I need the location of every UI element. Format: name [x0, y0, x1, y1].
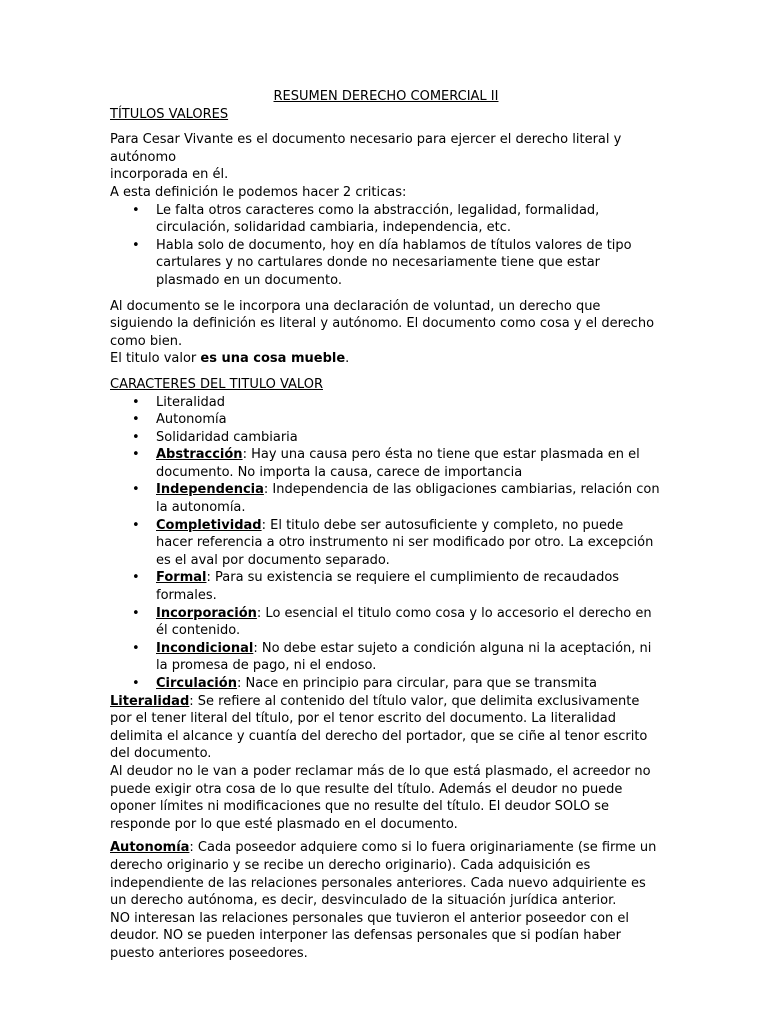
cosa-mueble-pre: El titulo valor — [110, 351, 201, 367]
paragraph-literalidad-2: Al deudor no le van a poder reclamar más de lo que está plasmado, el acreedor no puede exigir otra cosa de lo que resulte del título. Además el deudor no puede oponer límites ni modificaciones que no resulte del título. El deudor SOLO se responde por lo que esté plasmado en el documento. — [110, 763, 651, 832]
autonomia-term: Autonomía — [110, 840, 190, 856]
character-item: • Abstracción: Hay una causa pero ésta no tiene que estar plasmada en el documento. No importa la causa, carece de importancia — [110, 446, 662, 481]
paragraph-cosa-mueble — [110, 350, 662, 368]
character-item: • Completividad: El titulo debe ser autosuficiente y completo, no puede hacer referencia a otro instrumento ni ser modificado por otro. La excepción es el aval por documento separado. — [110, 517, 662, 570]
character-item: • Literalidad — [110, 394, 662, 412]
section-heading-titulos-valores: TÍTULOS VALORES — [110, 106, 229, 122]
character-item: • Circulación: Nace en principio para circular, para que se transmita — [110, 675, 662, 693]
character-term: Formal — [156, 570, 207, 586]
character-term: Completividad — [156, 517, 262, 533]
character-item: • Formal: Para su existencia se requiere el cumplimiento de recaudados formales. — [110, 569, 662, 604]
intro-line-2: incorporada en él. — [110, 167, 229, 183]
character-term: Incondicional — [156, 640, 254, 656]
document-title: RESUMEN DERECHO COMERCIAL II — [273, 89, 499, 104]
paragraph-autonomia: Autonomía: Cada poseedor adquiere como si lo fuera originariamente (se firme un derecho originario y se recibe un derecho originario). Cada adquisición es independiente de las relaciones personales anteriores. Cada nuevo adquiriente es un derecho autónoma, es decir, desvinculado de la situación jurídica anterior. — [110, 840, 657, 909]
character-item: • Autonomía — [110, 411, 662, 429]
critic-item: • Habla solo de documento, hoy en día hablamos de títulos valores de tipo cartulares y no cartulares donde no necesariamente tiene que estar plasmado en un documento. — [110, 237, 662, 290]
character-term: Independencia — [156, 482, 264, 498]
characters-list — [110, 394, 662, 693]
intro-line-1: Para Cesar Vivante es el documento necesario para ejercer el derecho literal y autónomo — [110, 132, 622, 165]
intro-line-3: A esta definición le podemos hacer 2 criticas: — [110, 184, 407, 200]
paragraph-documento: Al documento se le incorpora una declaración de voluntad, un derecho que siguiendo la definición es literal y autónomo. El documento como cosa y el derecho como bien. — [110, 298, 655, 349]
character-item: • Incorporación: Lo esencial el titulo como cosa y lo accesorio el derecho en él contenido. — [110, 605, 662, 640]
document-body — [110, 88, 662, 963]
paragraph-autonomia-2: NO interesan las relaciones personales que tuvieron el anterior poseedor con el deudor. NO se pueden interponer las defensas personales que si podían haber puesto anteriores poseedores. — [110, 910, 630, 961]
cosa-mueble-bold: es una cosa mueble — [200, 351, 346, 367]
character-item: • Incondicional: No debe estar sujeto a condición alguna ni la aceptación, ni la promesa de pago, ni el endoso. — [110, 640, 662, 675]
paragraph-literalidad: Literalidad: Se refiere al contenido del título valor, que delimita exclusivamente por el tener literal del título, por el tenor escrito del documento. La literalidad delimita el alcance y cuantía del derecho del portador, que se ciñe al tenor escrito del documento. — [110, 693, 648, 762]
literalidad-term: Literalidad — [110, 693, 190, 709]
character-item: • Independencia: Independencia de las obligaciones cambiarias, relación con la autonomía. — [110, 481, 662, 516]
character-term: Incorporación — [156, 605, 257, 621]
cosa-mueble-post: . — [345, 351, 350, 367]
critics-list — [110, 202, 662, 290]
critic-item: • Le falta otros caracteres como la abstracción, legalidad, formalidad, circulación, solidaridad cambiaria, independencia, etc. — [110, 202, 662, 237]
character-item: • Solidaridad cambiaria — [110, 429, 662, 447]
character-term: Abstracción — [156, 447, 243, 463]
character-term: Circulación — [156, 676, 237, 691]
section-heading-caracteres: CARACTERES DEL TITULO VALOR — [110, 376, 323, 392]
